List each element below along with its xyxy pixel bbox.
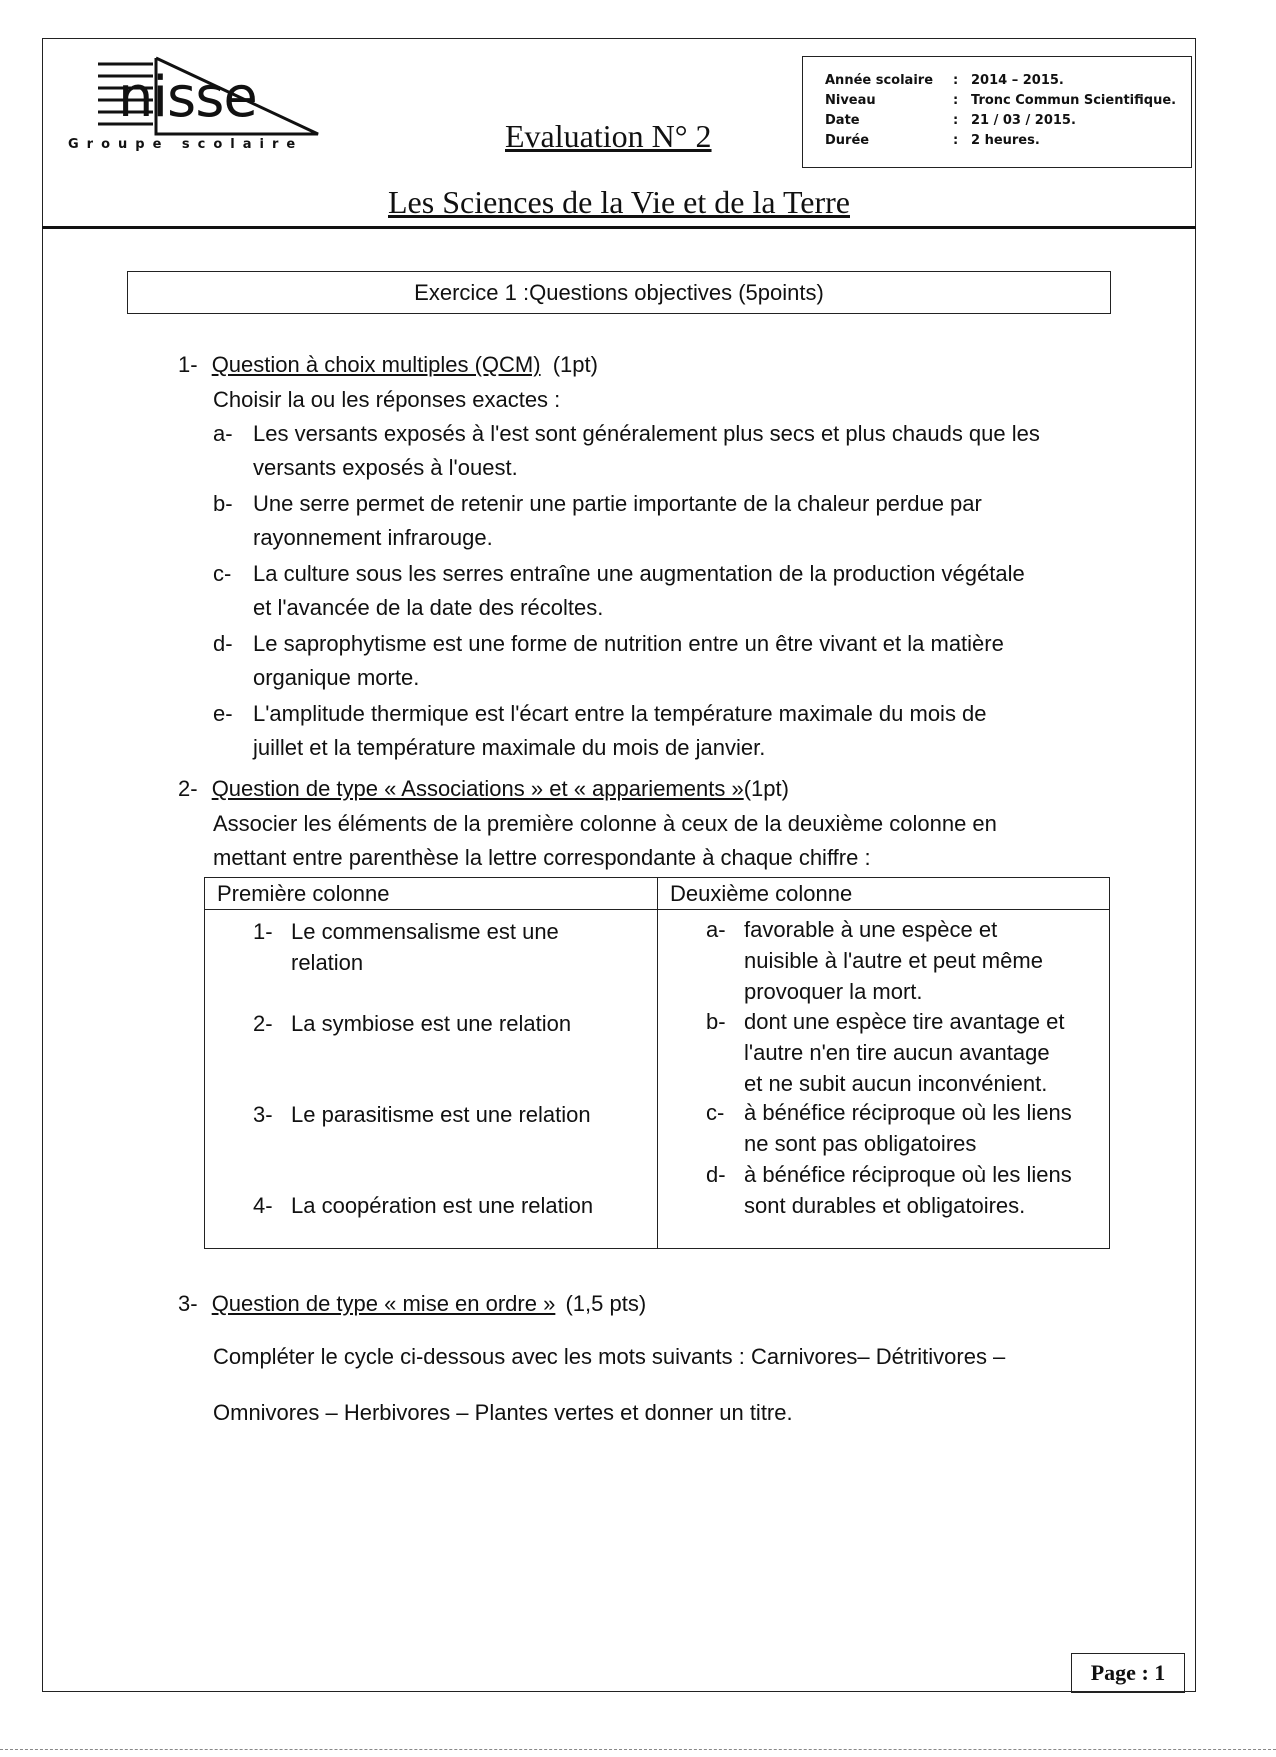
q2-instruction bbox=[213, 807, 997, 875]
col1-item-line: Le parasitisme est une relation bbox=[291, 1102, 591, 1127]
col2-item-line: nuisible à l'autre et peut même bbox=[744, 948, 1043, 973]
col2-item-line: et ne subit aucun inconvénient. bbox=[744, 1071, 1048, 1096]
q1-number: 1- bbox=[178, 352, 198, 377]
col2-item bbox=[706, 1159, 1072, 1221]
info-row-date bbox=[825, 111, 1191, 131]
q1-heading bbox=[178, 348, 598, 382]
q3-heading bbox=[178, 1287, 646, 1321]
association-table bbox=[204, 877, 1110, 1249]
col2-item bbox=[706, 1006, 1064, 1099]
info-separator: : bbox=[953, 93, 959, 108]
col1-item bbox=[253, 1099, 591, 1130]
info-label: Niveau bbox=[825, 93, 876, 108]
info-value: 2 heures. bbox=[971, 133, 1040, 148]
subject-title: Les Sciences de la Vie et de la Terre bbox=[388, 184, 850, 220]
col2-item-line: ne sont pas obligatoires bbox=[744, 1131, 977, 1156]
info-row-level bbox=[825, 91, 1191, 111]
info-value: Tronc Commun Scientifique. bbox=[971, 93, 1177, 108]
col1-cell bbox=[205, 910, 658, 1249]
item-letter: b- bbox=[213, 491, 233, 516]
item-line: Une serre permet de retenir une partie importante de la chaleur perdue par bbox=[253, 491, 982, 516]
item-line: organique morte. bbox=[253, 665, 420, 690]
info-label: Année scolaire bbox=[825, 73, 934, 88]
info-separator: : bbox=[953, 133, 959, 148]
table-header-row bbox=[205, 878, 1110, 910]
col1-item bbox=[253, 1190, 593, 1221]
col2-item-line: à bénéfice réciproque où les liens bbox=[744, 1100, 1072, 1125]
col1-item-number: 1- bbox=[253, 919, 273, 944]
bottom-divider bbox=[0, 1749, 1276, 1750]
q1-title: Question à choix multiples (QCM) bbox=[211, 352, 541, 377]
header-divider bbox=[42, 226, 1196, 229]
q3-points: (1,5 pts) bbox=[565, 1291, 647, 1316]
col2-header: Deuxième colonne bbox=[658, 878, 1110, 910]
item-line: Les versants exposés à l'est sont généralement plus secs et plus chauds que les bbox=[253, 421, 1040, 446]
q1-instruction: Choisir la ou les réponses exactes : bbox=[213, 387, 561, 412]
info-value: 21 / 03 / 2015. bbox=[971, 113, 1076, 128]
q1-points: (1pt) bbox=[552, 352, 598, 377]
info-separator: : bbox=[953, 113, 959, 128]
info-value: 2014 – 2015. bbox=[971, 73, 1064, 88]
item-letter: d- bbox=[213, 631, 233, 656]
col1-item bbox=[253, 1008, 571, 1039]
col2-item-line: à bénéfice réciproque où les liens bbox=[744, 1162, 1072, 1187]
q3-line-2: Omnivores – Herbivores – Plantes vertes et donner un titre. bbox=[213, 1400, 793, 1425]
q3-title: Question de type « mise en ordre » bbox=[211, 1291, 556, 1316]
q2-instruction-line: Associer les éléments de la première colonne à ceux de la deuxième colonne en bbox=[213, 811, 997, 836]
table-row bbox=[205, 910, 1110, 1249]
q2-heading bbox=[178, 772, 789, 806]
q1-item-c bbox=[213, 557, 1025, 625]
item-line: L'amplitude thermique est l'écart entre la température maximale du mois de bbox=[253, 701, 987, 726]
info-row-duration bbox=[825, 131, 1191, 151]
q2-number: 2- bbox=[178, 776, 198, 801]
item-line: versants exposés à l'ouest. bbox=[253, 455, 518, 480]
col1-item-number: 2- bbox=[253, 1011, 273, 1036]
logo-text: nisse bbox=[118, 65, 257, 130]
item-letter: c- bbox=[213, 561, 232, 586]
col1-item-number: 4- bbox=[253, 1193, 273, 1218]
info-row-year bbox=[825, 71, 1191, 91]
item-line: juillet et la température maximale du mois de janvier. bbox=[253, 735, 766, 760]
q3-number: 3- bbox=[178, 1291, 198, 1316]
item-letter: a- bbox=[213, 421, 233, 446]
col2-item-line: sont durables et obligatoires. bbox=[744, 1193, 1026, 1218]
col1-item-line: La coopération est une relation bbox=[291, 1193, 594, 1218]
item-line: et l'avancée de la date des récoltes. bbox=[253, 595, 604, 620]
q1-item-e bbox=[213, 697, 987, 765]
evaluation-title: Evaluation N° 2 bbox=[505, 118, 712, 154]
q3-line-1: Compléter le cycle ci-dessous avec les mots suivants : Carnivores– Détritivores – bbox=[213, 1344, 1006, 1369]
q2-instruction-line: mettant entre parenthèse la lettre correspondante à chaque chiffre : bbox=[213, 845, 871, 870]
q2-title: Question de type « Associations » et « appariements » bbox=[211, 776, 744, 801]
col1-item-line: Le commensalisme est une bbox=[291, 919, 559, 944]
col2-item-line: l'autre n'en tire aucun avantage bbox=[744, 1040, 1050, 1065]
col2-item-letter: a- bbox=[706, 917, 726, 942]
col2-item bbox=[706, 1097, 1072, 1159]
col1-header: Première colonne bbox=[205, 878, 658, 910]
col2-item-line: favorable à une espèce et bbox=[744, 917, 998, 942]
col2-item-letter: c- bbox=[706, 1100, 725, 1125]
item-line: rayonnement infrarouge. bbox=[253, 525, 493, 550]
item-letter: e- bbox=[213, 701, 233, 726]
q2-points: (1pt) bbox=[743, 776, 789, 801]
col1-item-line: La symbiose est une relation bbox=[291, 1011, 572, 1036]
info-label: Durée bbox=[825, 133, 870, 148]
exercise-1-title: Exercice 1 :Questions objectives (5points) bbox=[127, 271, 1111, 314]
col1-item-line: relation bbox=[291, 950, 364, 975]
logo-subtext: Groupe scolaire bbox=[68, 137, 304, 152]
col2-cell bbox=[658, 910, 1110, 1249]
col2-item bbox=[706, 914, 1043, 1007]
info-separator: : bbox=[953, 73, 959, 88]
col2-item-line: provoquer la mort. bbox=[744, 979, 923, 1004]
col1-item-number: 3- bbox=[253, 1102, 273, 1127]
col2-item-line: dont une espèce tire avantage et bbox=[744, 1009, 1065, 1034]
col2-item-letter: b- bbox=[706, 1009, 726, 1034]
item-line: La culture sous les serres entraîne une augmentation de la production végétale bbox=[253, 561, 1025, 586]
info-box bbox=[802, 56, 1192, 168]
page-number: Page : 1 bbox=[1071, 1653, 1185, 1693]
info-label: Date bbox=[825, 113, 860, 128]
item-line: Le saprophytisme est une forme de nutrition entre un être vivant et la matière bbox=[253, 631, 1004, 656]
col1-item bbox=[253, 916, 559, 978]
q1-item-d bbox=[213, 627, 1004, 695]
q1-item-a bbox=[213, 417, 1040, 485]
col2-item-letter: d- bbox=[706, 1162, 726, 1187]
q1-item-b bbox=[213, 487, 982, 555]
